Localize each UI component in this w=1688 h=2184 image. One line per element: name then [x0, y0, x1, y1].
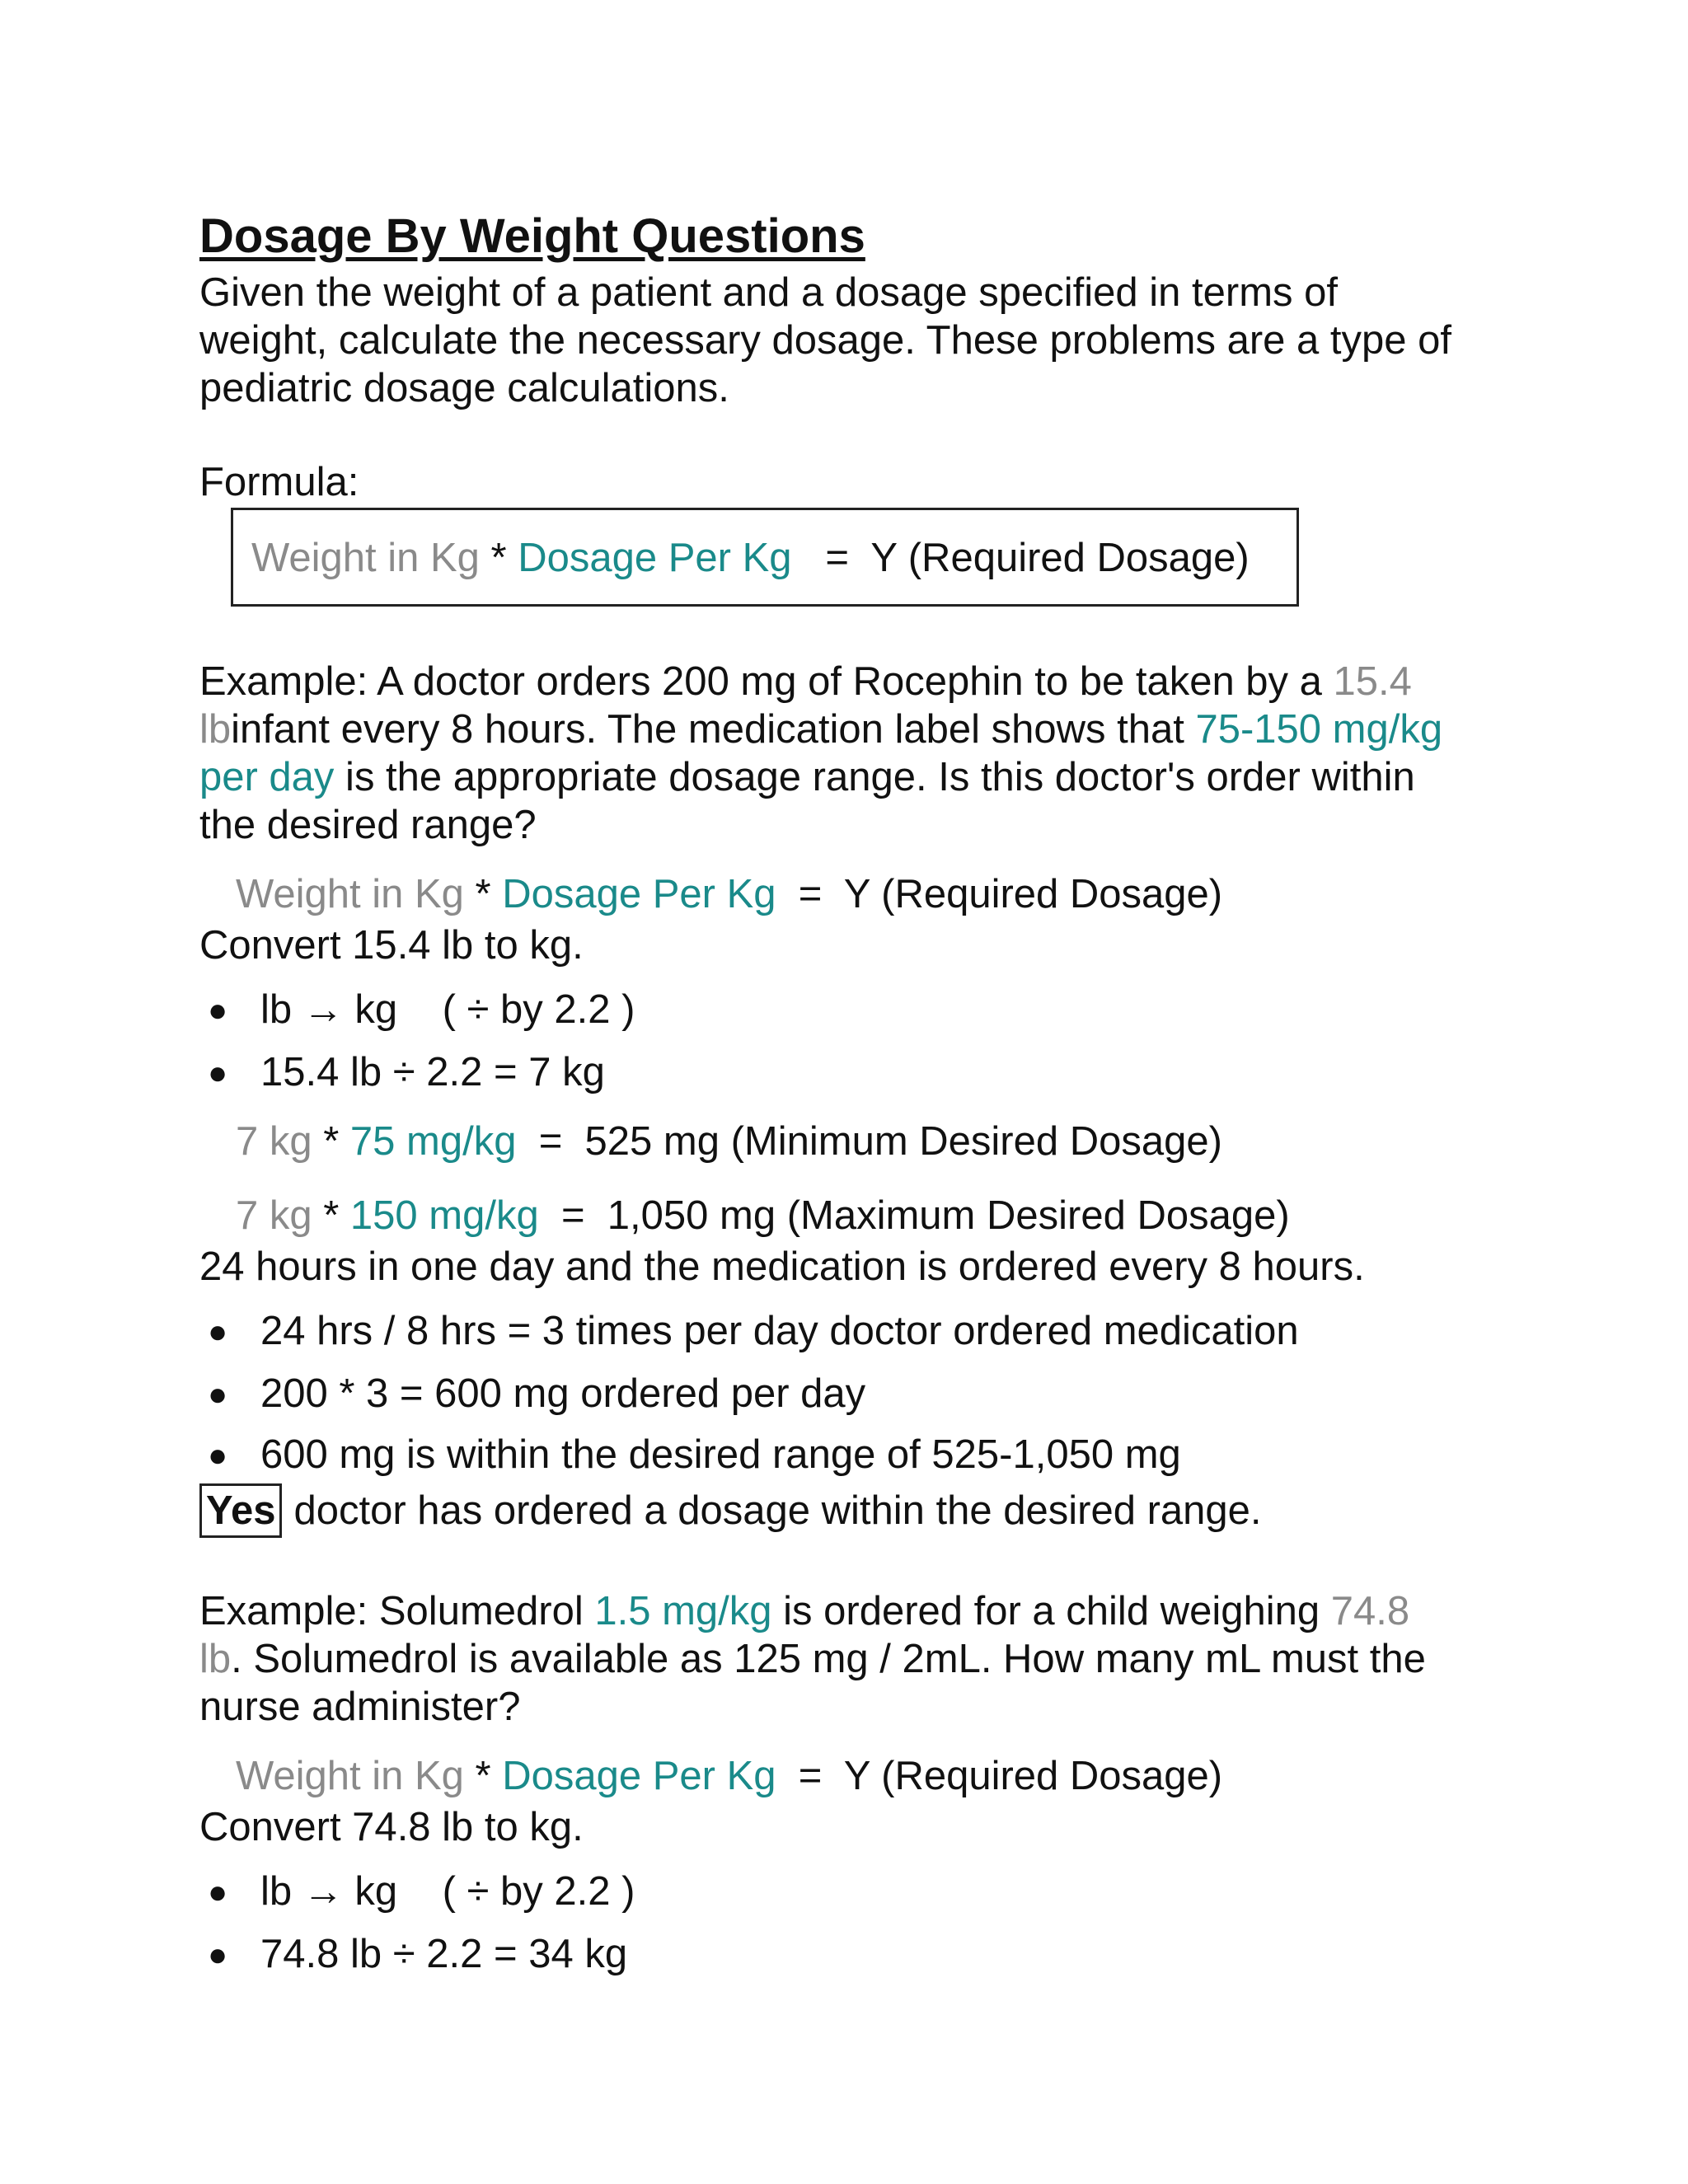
- example1-per-day: per day: [199, 755, 335, 799]
- bullet-icon: ●: [208, 1314, 228, 1350]
- example1-text: infant every 8 hours. The medication label shows that: [231, 707, 1196, 752]
- formula-dosage: Dosage Per Kg: [502, 1754, 776, 1798]
- intro-line-1: Given the weight of a patient and a dosage specified in terms of: [199, 270, 1339, 315]
- example1-formula: [236, 870, 1222, 918]
- example2-text: is ordered for a child weighing: [771, 1589, 1331, 1633]
- formula-times: *: [463, 1754, 503, 1798]
- example2-formula: [236, 1752, 1222, 1800]
- example2-text: . Solumedrol is available as 125 mg / 2mL. How many mL must the: [231, 1637, 1426, 1681]
- bullet-text: 24 hrs / 8 hrs = 3 times per day doctor ordered medication: [260, 1309, 1299, 1353]
- formula-weight: Weight in Kg: [236, 1754, 464, 1798]
- bullet-icon: ●: [208, 1874, 228, 1910]
- example2-weight-unit: lb: [199, 1637, 232, 1681]
- example1-weight-value: 15.4: [1333, 659, 1412, 704]
- intro-line-3: pediatric dosage calculations.: [199, 366, 729, 410]
- example1-text: Example: A doctor orders 200 mg of Rocephin to be taken by a: [199, 659, 1334, 704]
- formula-box: [231, 508, 1299, 607]
- example2-convert: Convert 74.8 lb to kg.: [199, 1805, 584, 1849]
- example1-hours: 24 hours in one day and the medication is ordered every 8 hours.: [199, 1244, 1365, 1289]
- bullet-icon: ●: [208, 1055, 228, 1091]
- bullet-text: 200 * 3 = 600 mg ordered per day: [260, 1371, 866, 1416]
- max-times: *: [312, 1193, 350, 1238]
- formula-line: [251, 533, 1250, 583]
- formula-times: *: [463, 872, 503, 916]
- max-weight: 7 kg: [236, 1193, 312, 1238]
- min-times: *: [312, 1119, 350, 1164]
- formula-dosage: Dosage Per Kg: [518, 536, 792, 580]
- formula-dosage: Dosage Per Kg: [502, 872, 776, 916]
- example1-line-1: [199, 658, 1412, 705]
- min-result: = 525 mg (Minimum Desired Dosage): [516, 1119, 1222, 1164]
- intro-line-2: weight, calculate the necessary dosage. These problems are a type of: [199, 318, 1451, 363]
- example2-weight-value: 74.8: [1330, 1589, 1410, 1633]
- max-dosage: 150 mg/kg: [349, 1193, 539, 1238]
- example2-text: Example: Solumedrol: [199, 1589, 595, 1633]
- min-dosage: 75 mg/kg: [349, 1119, 517, 1164]
- example1-answer: [199, 1483, 1262, 1538]
- bullet-icon: ●: [208, 1437, 228, 1474]
- list-item: [208, 1307, 1299, 1356]
- max-result: = 1,050 mg (Maximum Desired Dosage): [538, 1193, 1290, 1238]
- bullet-text: lb → kg ( ÷ by 2.2 ): [260, 987, 635, 1032]
- example2-line-2: [199, 1635, 1426, 1683]
- example1-text: is the appropriate dosage range. Is this doctor's order within: [334, 755, 1415, 799]
- example1-dosage-range: 75-150 mg/kg: [1195, 707, 1443, 752]
- min-weight: 7 kg: [236, 1119, 312, 1164]
- example2-dosage: 1.5 mg/kg: [594, 1589, 772, 1633]
- bullet-icon: ●: [208, 1937, 228, 1973]
- list-item: [208, 1868, 635, 1916]
- bullet-icon: ●: [208, 992, 228, 1029]
- list-item: [208, 1930, 627, 1979]
- bullet-text: 74.8 lb ÷ 2.2 = 34 kg: [260, 1932, 628, 1976]
- formula-times: *: [479, 536, 518, 580]
- example1-minimum: [236, 1118, 1222, 1165]
- example1-line-4: the desired range?: [199, 803, 537, 847]
- formula-label: Formula:: [199, 460, 359, 504]
- bullet-icon: ●: [208, 1376, 228, 1413]
- example1-line-3: [199, 753, 1415, 801]
- example1-weight-unit: lb: [199, 707, 232, 752]
- bullet-text: lb → kg ( ÷ by 2.2 ): [260, 1869, 635, 1914]
- answer-yes-box: Yes: [199, 1483, 282, 1538]
- example1-line-2: [199, 705, 1442, 753]
- example1-convert: Convert 15.4 lb to kg.: [199, 923, 584, 968]
- example1-maximum: [236, 1192, 1290, 1240]
- bullet-text: 600 mg is within the desired range of 525-1,050 mg: [260, 1432, 1181, 1477]
- list-item: [208, 1370, 865, 1418]
- formula-equals: = Y (Required Dosage): [791, 536, 1250, 580]
- list-item: [208, 1048, 605, 1097]
- formula-equals: = Y (Required Dosage): [776, 1754, 1223, 1798]
- list-item: [208, 986, 635, 1034]
- page-title: Dosage By Weight Questions: [199, 209, 865, 263]
- formula-weight: Weight in Kg: [236, 872, 464, 916]
- formula-equals: = Y (Required Dosage): [776, 872, 1223, 916]
- answer-text: doctor has ordered a dosage within the desired range.: [293, 1488, 1262, 1533]
- bullet-text: 15.4 lb ÷ 2.2 = 7 kg: [260, 1050, 605, 1094]
- example2-line-1: [199, 1587, 1409, 1635]
- formula-weight: Weight in Kg: [251, 536, 480, 580]
- list-item: [208, 1431, 1181, 1479]
- example2-line-3: nurse administer?: [199, 1685, 521, 1729]
